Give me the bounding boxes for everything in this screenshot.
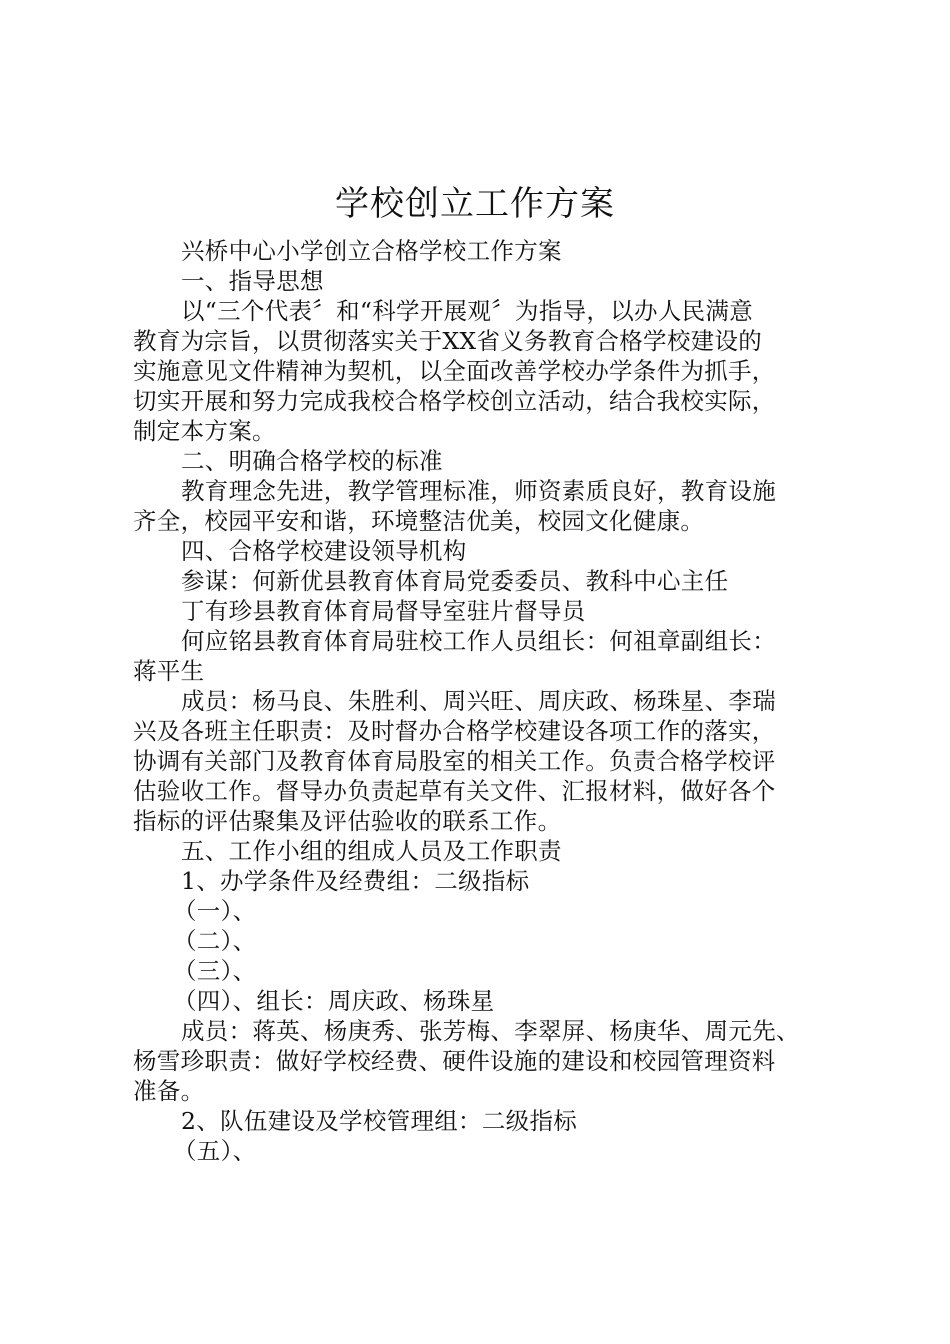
subsection-heading-team: 2、队伍建设及学校管理组：二级指标 bbox=[181, 1107, 578, 1135]
document-title: 学校创立工作方案 bbox=[335, 184, 615, 224]
section-heading-standards: 二、明确合格学校的标准 bbox=[181, 447, 443, 475]
list-item: （一）、 bbox=[173, 897, 257, 925]
paragraph-line: 杨雪珍职责：做好学校经费、硬件设施的建设和校园管理资料 bbox=[133, 1047, 776, 1075]
paragraph-line: 兴及各班主任职责：及时督办合格学校建设各项工作的落实， bbox=[133, 717, 776, 745]
section-heading-leadership: 四、合格学校建设领导机构 bbox=[181, 537, 467, 565]
document-subtitle: 兴桥中心小学创立合格学校工作方案 bbox=[181, 237, 562, 265]
paragraph-line: 成员：杨马良、朱胜利、周兴旺、周庆政、杨珠星、李瑞 bbox=[181, 687, 776, 715]
paragraph-line: 协调有关部门及教育体育局股室的相关工作。负责合格学校评 bbox=[133, 747, 776, 775]
paragraph-line: 切实开展和努力完成我校合格学校创立活动，结合我校实际， bbox=[133, 387, 776, 415]
subsection-heading-conditions: 1、办学条件及经费组：二级指标 bbox=[181, 867, 530, 895]
paragraph-line: 指标的评估聚集及评估验收的联系工作。 bbox=[133, 807, 562, 835]
paragraph-line: 准备。 bbox=[133, 1077, 205, 1105]
list-item: （二）、 bbox=[173, 927, 257, 955]
paragraph-line: 丁有珍县教育体育局督导室驻片督导员 bbox=[181, 597, 586, 625]
paragraph-line: 实施意见文件精神为契机，以全面改善学校办学条件为抓手， bbox=[133, 357, 776, 385]
list-item: （五）、 bbox=[173, 1137, 257, 1165]
paragraph-line: 何应铭县教育体育局驻校工作人员组长：何祖章副组长： bbox=[181, 627, 776, 655]
paragraph-line: 教育为宗旨，以贯彻落实关于XX省义务教育合格学校建设的 bbox=[133, 327, 763, 355]
paragraph-line: 制定本方案。 bbox=[133, 417, 276, 445]
document-body bbox=[133, 236, 823, 1166]
paragraph-line: 齐全，校园平安和谐，环境整洁优美，校园文化健康。 bbox=[133, 507, 705, 535]
section-heading-work-groups: 五、工作小组的组成人员及工作职责 bbox=[181, 837, 562, 865]
paragraph-line: 成员：蒋英、杨庚秀、张芳梅、李翠屏、杨庚华、周元先、 bbox=[181, 1017, 800, 1045]
paragraph-line: 教育理念先进，教学管理标准，师资素质良好，教育设施 bbox=[181, 477, 776, 505]
paragraph-line: 以“三个代表〞和“科学开展观〞为指导，以办人民满意 bbox=[181, 297, 754, 325]
list-item: （四）、组长：周庆政、杨珠星 bbox=[173, 987, 495, 1015]
section-heading-guiding-ideology: 一、指导思想 bbox=[181, 267, 324, 295]
paragraph-line: 参谋：何新优县教育体育局党委委员、教科中心主任 bbox=[181, 567, 729, 595]
list-item: （三）、 bbox=[173, 957, 257, 985]
paragraph-line: 估验收工作。督导办负责起草有关文件、汇报材料，做好各个 bbox=[133, 777, 776, 805]
paragraph-line: 蒋平生 bbox=[133, 657, 205, 685]
